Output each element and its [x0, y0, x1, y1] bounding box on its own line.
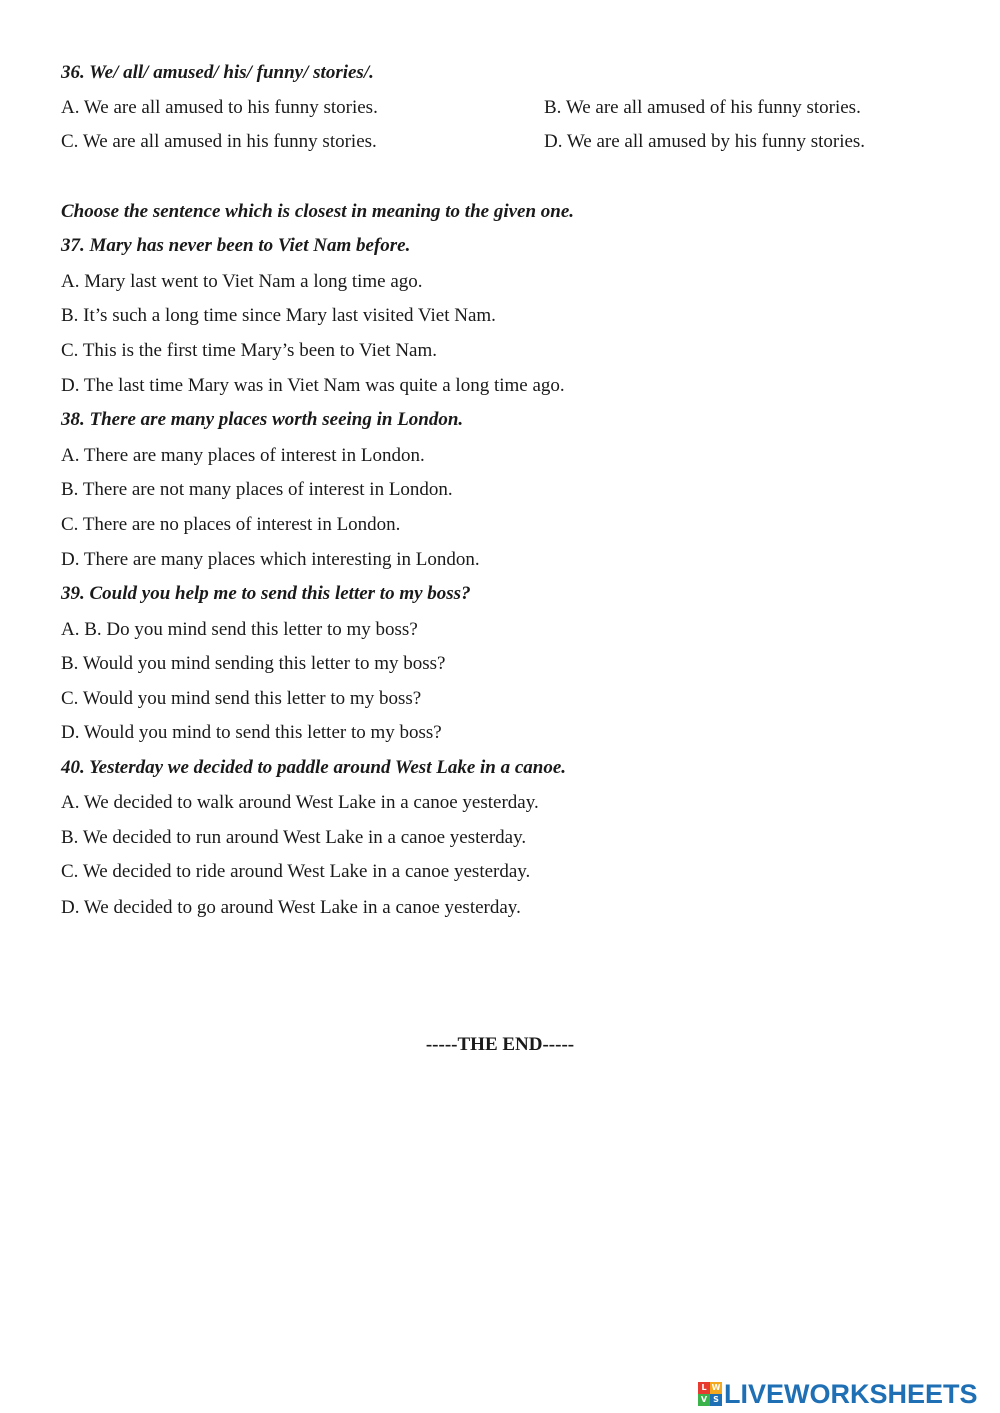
question-38-option-b: B. There are not many places of interest in London. — [61, 479, 453, 500]
question-36-option-a: A. We are all amused to his funny stories. — [61, 97, 378, 118]
question-38-option-d: D. There are many places which interesting in London. — [61, 549, 480, 570]
end-marker: -----THE END----- — [425, 1034, 575, 1055]
question-39-option-a: A. B. Do you mind send this letter to my boss? — [61, 619, 418, 640]
question-40-title: 40. Yesterday we decided to paddle around West Lake in a canoe. — [61, 757, 567, 778]
question-40-option-a: A. We decided to walk around West Lake in a canoe yesterday. — [61, 792, 539, 813]
liveworksheets-logo — [698, 1380, 978, 1408]
question-37-option-c: C. This is the first time Mary’s been to Viet Nam. — [61, 340, 438, 361]
question-39-title: 39. Could you help me to send this letter to my boss? — [61, 583, 471, 604]
question-37-option-d: D. The last time Mary was in Viet Nam was quite a long time ago. — [61, 375, 565, 396]
question-38-title: 38. There are many places worth seeing in London. — [61, 409, 464, 430]
logo-text: LIVEWORKSHEETS — [724, 1379, 978, 1409]
question-36-option-b: B. We are all amused of his funny stories. — [544, 97, 861, 118]
logo-block-2: W — [711, 1383, 721, 1392]
logo-block-3: V — [698, 1394, 710, 1406]
question-40-option-b: B. We decided to run around West Lake in a canoe yesterday. — [61, 827, 527, 848]
logo-block-4: S — [710, 1394, 722, 1406]
question-39-option-c: C. Would you mind send this letter to my boss? — [61, 688, 422, 709]
logo-icon — [698, 1382, 722, 1406]
question-38-option-c: C. There are no places of interest in London. — [61, 514, 401, 535]
section-instruction: Choose the sentence which is closest in meaning to the given one. — [61, 201, 575, 222]
question-37-title: 37. Mary has never been to Viet Nam before. — [61, 235, 411, 256]
question-36-option-c: C. We are all amused in his funny stories. — [61, 131, 377, 152]
question-40-option-c: C. We decided to ride around West Lake in a canoe yesterday. — [61, 861, 531, 882]
logo-block-1: L — [698, 1382, 710, 1394]
question-38-option-a: A. There are many places of interest in London. — [61, 445, 425, 466]
question-36-option-d: D. We are all amused by his funny stories. — [544, 131, 866, 152]
question-37-option-b: B. It’s such a long time since Mary last visited Viet Nam. — [61, 305, 496, 326]
question-39-option-b: B. Would you mind sending this letter to my boss? — [61, 653, 446, 674]
question-37-option-a: A. Mary last went to Viet Nam a long time ago. — [61, 271, 423, 292]
question-36-title: 36. We/ all/ amused/ his/ funny/ stories/. — [61, 62, 374, 83]
question-39-option-d: D. Would you mind to send this letter to my boss? — [61, 722, 442, 743]
question-40-option-d: D. We decided to go around West Lake in a canoe yesterday. — [61, 897, 521, 918]
